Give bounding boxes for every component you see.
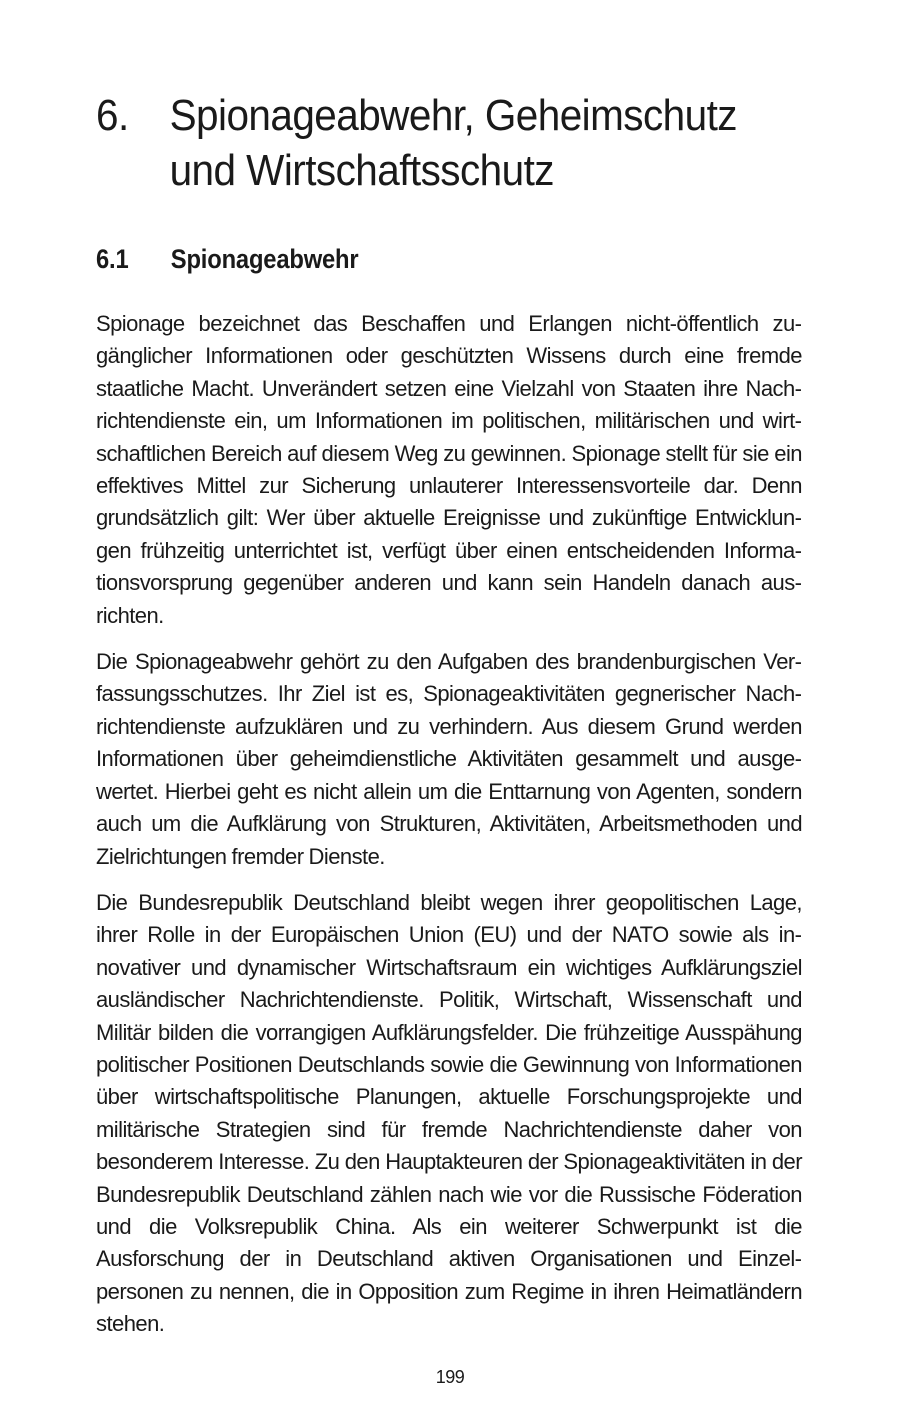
paragraph: Die Spionageabwehr gehört zu den Aufgaben des brandenburgischen Verfassungsschutzes. Ihr Ziel ist es, Spionageaktivitäten gegnerischer Nachrichtendienste aufzuklären und zu verhindern. Aus diesem Grund werden Informationen über geheimdienstliche Aktivitäten gesammelt und ausgewertet. Hierbei geht es nicht allein um die Enttarnung von Agenten, sondern auch um die Aufklärung von Strukturen, Aktivitäten, Arbeitsmethoden und Zielrichtungen fremder Dienste. — [96, 649, 802, 869]
page-number: 199 — [435, 1367, 465, 1387]
body-text — [96, 308, 802, 1341]
page-content — [96, 88, 802, 1355]
chapter-heading — [96, 88, 746, 198]
chapter-title — [170, 88, 746, 198]
section-number: 6.1 — [96, 244, 129, 274]
chapter-number: 6. — [96, 91, 129, 140]
paragraph: Spionage bezeichnet das Beschaffen und Erlangen nicht-öffentlich zugänglicher Informationen oder geschützten Wissens durch eine fremde staatliche Macht. Unverändert setzen eine Vielzahl von Staaten ihre Nachrichtendienste ein, um Informationen im politischen, militärischen und wirtschaftlichen Bereich auf diesem Weg zu gewinnen. Spionage stellt für sie ein effektives Mittel zur Sicherung unlauterer Interessensvorteile dar. Denn grundsätzlich gilt: Wer über aktuelle Ereignisse und zukünftige Entwicklungen frühzeitig unterrichtet ist, verfügt über einen entscheidenden Informationsvorsprung gegenüber anderen und kann sein Handeln danach ausrichten. — [96, 311, 802, 628]
section-title: Spionageabwehr — [170, 244, 359, 274]
chapter-title-line-2: und Wirtschaftsschutz — [169, 146, 554, 195]
section-heading — [96, 242, 717, 276]
chapter-title-line-1: Spionageabwehr, Geheimschutz — [169, 91, 737, 140]
paragraph: Die Bundesrepublik Deutschland bleibt wegen ihrer geopolitischen Lage, ihrer Rolle in der Europäischen Union (EU) und der NATO sowie als innovativer und dynamischer Wirtschaftsraum ein wichtiges Aufklärungsziel ausländischer Nachrichtendienste. Politik, Wirtschaft, Wissenschaft und Militär bilden die vorrangigen Aufklärungsfelder. Die frühzeitige Ausspähung politischer Positionen Deutschlands sowie die Gewinnung von Informationen über wirtschaftspolitische Planungen, aktuelle Forschungsprojekte und militärische Strategien sind für fremde Nachrichtendienste daher von besonderem Interesse. Zu den Hauptakteuren der Spionageaktivitäten in der Bundesrepublik Deutschland zählen nach wie vor die Russische Föderation und die Volksrepublik China. Als ein weiterer Schwerpunkt ist die Ausforschung der in Deutschland aktiven Organisationen und Einzelpersonen zu nennen, die in Opposition zum Regime in ihren Heimatländern stehen. — [96, 889, 802, 1337]
